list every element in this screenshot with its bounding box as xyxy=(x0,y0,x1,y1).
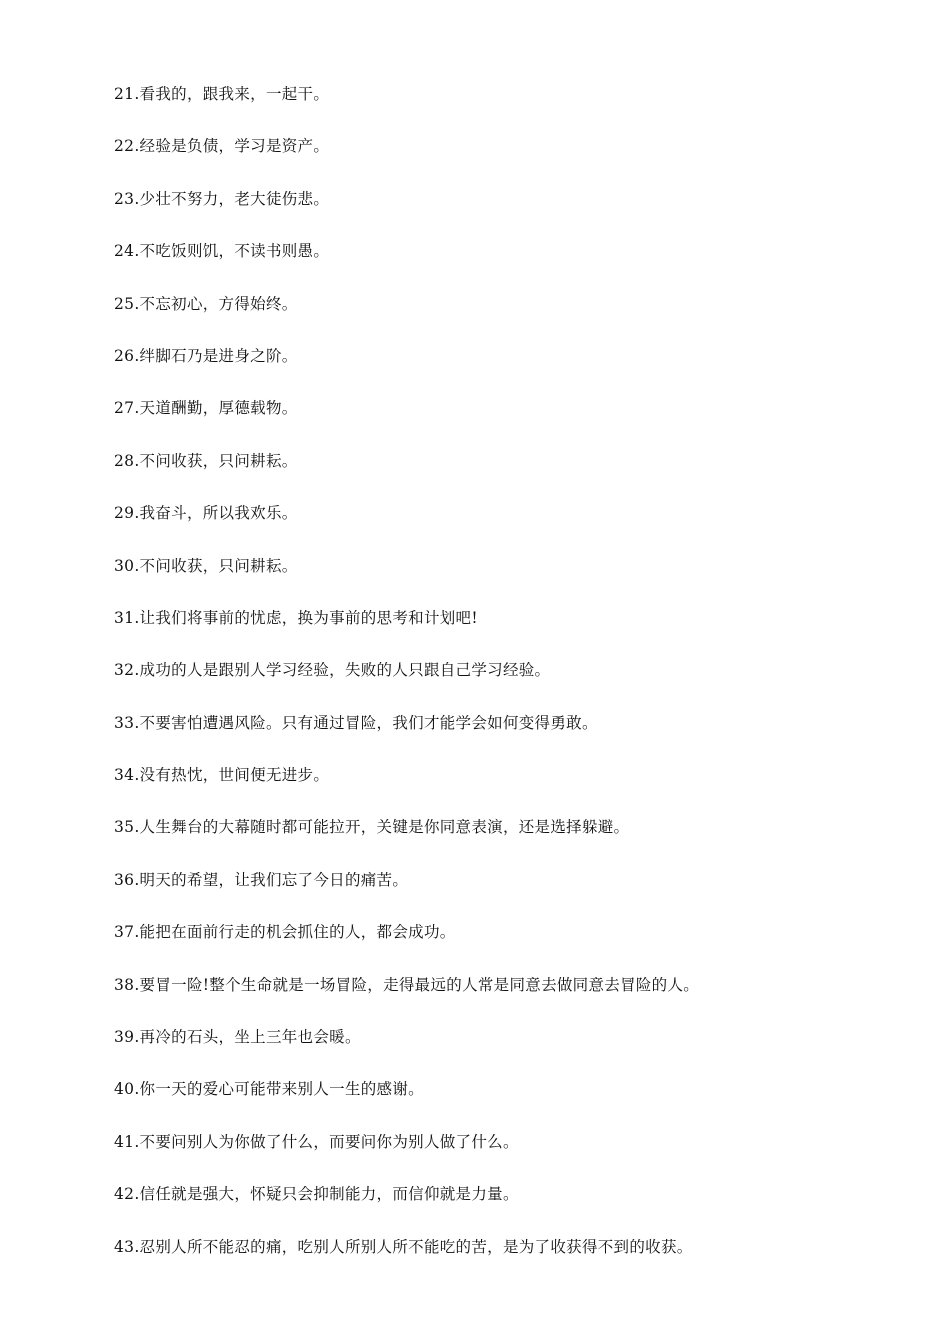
quote-line-38: 38.要冒一险!整个生命就是一场冒险，走得最远的人常是同意去做同意去冒险的人。 xyxy=(114,975,700,994)
quote-line-43: 43.忍别人所不能忍的痛，吃别人所别人所不能吃的苦，是为了收获得不到的收获。 xyxy=(114,1237,693,1256)
quote-line-29: 29.我奋斗，所以我欢乐。 xyxy=(114,504,298,523)
quote-line-21: 21.看我的，跟我来，一起干。 xyxy=(114,85,330,103)
quote-line-34: 34.没有热忱，世间便无进步。 xyxy=(114,766,330,785)
quote-line-42: 42.信任就是强大，怀疑只会抑制能力，而信仰就是力量。 xyxy=(114,1185,519,1204)
quote-line-31: 31.让我们将事前的忧虑，换为事前的思考和计划吧! xyxy=(114,608,478,627)
quote-line-30: 30.不问收获，只问耕耘。 xyxy=(114,556,298,575)
quote-line-24: 24.不吃饭则饥，不读书则愚。 xyxy=(114,242,330,261)
quote-line-36: 36.明天的希望，让我们忘了今日的痛苦。 xyxy=(114,870,409,889)
quote-line-26: 26.绊脚石乃是进身之阶。 xyxy=(114,346,298,365)
quote-line-22: 22.经验是负债，学习是资产。 xyxy=(114,137,330,156)
quote-line-32: 32.成功的人是跟别人学习经验，失败的人只跟自己学习经验。 xyxy=(114,661,551,680)
quote-line-25: 25.不忘初心，方得始终。 xyxy=(114,294,298,313)
quote-line-40: 40.你一天的爱心可能带来别人一生的感谢。 xyxy=(114,1080,424,1099)
quote-line-39: 39.再冷的石头，坐上三年也会暖。 xyxy=(114,1028,361,1047)
quote-line-23: 23.少壮不努力，老大徒伤悲。 xyxy=(114,189,330,208)
quote-line-27: 27.天道酬勤，厚德载物。 xyxy=(114,399,298,418)
quote-line-35: 35.人生舞台的大幕随时都可能拉开，关键是你同意表演，还是选择躲避。 xyxy=(114,818,630,837)
quote-line-37: 37.能把在面前行走的机会抓住的人，都会成功。 xyxy=(114,923,456,942)
quote-line-41: 41.不要问别人为你做了什么，而要问你为别人做了什么。 xyxy=(114,1132,519,1151)
quote-line-33: 33.不要害怕遭遇风险。只有通过冒险，我们才能学会如何变得勇敢。 xyxy=(114,713,598,732)
quote-line-28: 28.不问收获，只问耕耘。 xyxy=(114,451,298,470)
quote-list xyxy=(114,80,914,1285)
